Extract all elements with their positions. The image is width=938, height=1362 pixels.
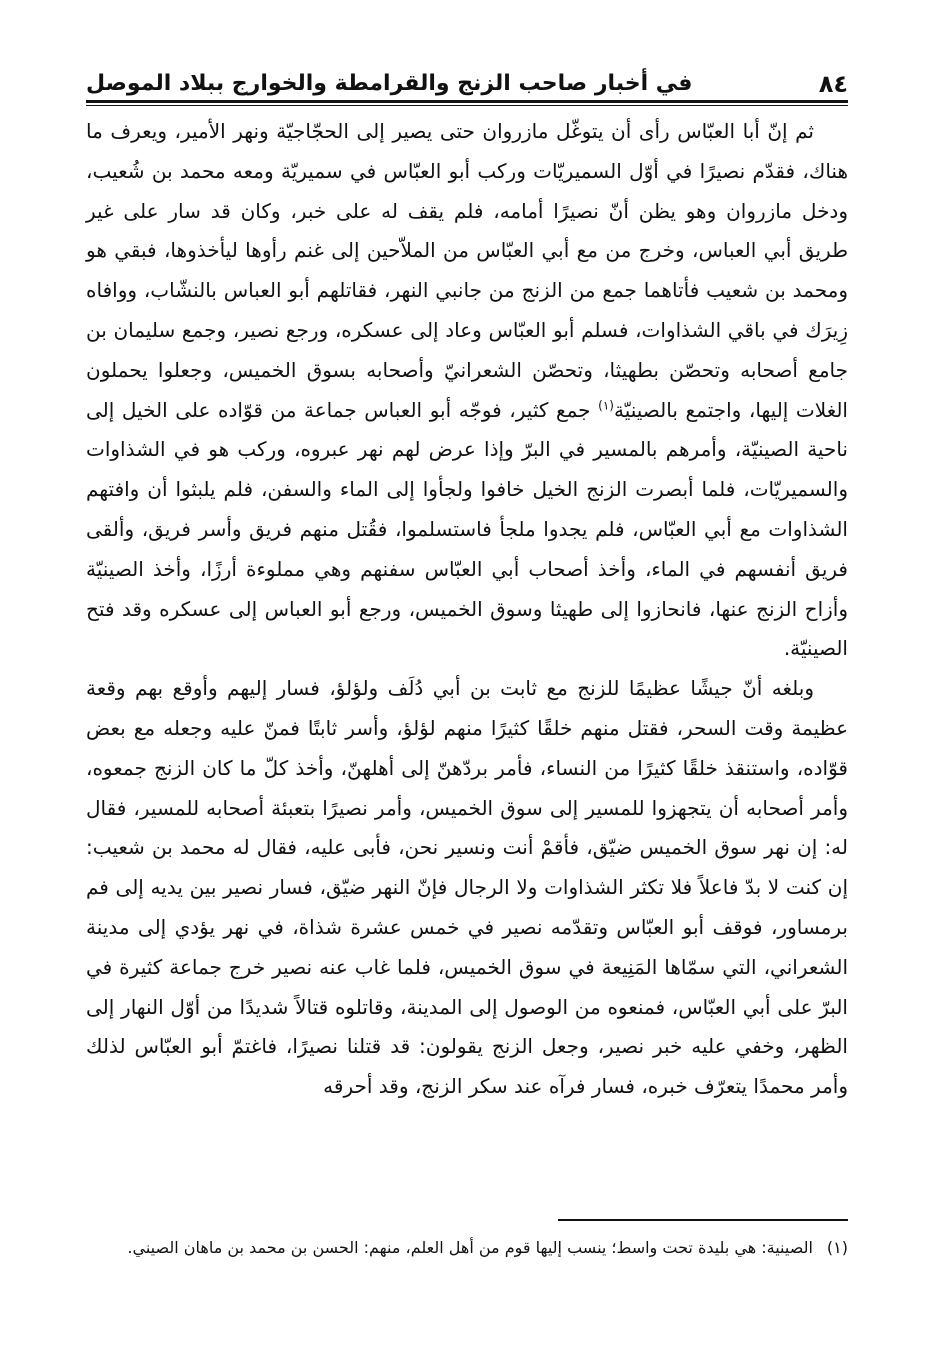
footnote	[86, 1232, 848, 1264]
paragraph-1-text-b: جمع كثير، فوجّه أبو العباس جماعة من قوّاده على الخيل إلى ناحية الصينيّة، وأمرهم بالمسير في البرّ وإذا عرض لهم نهر عبروه، وركب هو في الشذاوات والسميريّات، فلما أبصرت الزنج الخيل خافوا ولجأوا إلى الماء والسفن، فلم يلبثوا أن وافتهم الشذاوات مع أبي العبّاس، فلم يجدوا ملجأ فاستسلموا، فقُتل منهم فريق وأسر فريق، وألقى فريق أنفسهم في الماء، وأخذ أصحاب أبي العبّاس سفنهم وهي مملوءة أرزًا، وأخذ الصينيّة وأزاح الزنج عنها، فانحازوا إلى طهيثا وسوق الخميس، ورجع أبو العباس إلى عسكره وقد فتح الصينيّة.	[86, 397, 848, 661]
running-header	[86, 58, 848, 98]
paragraph-2: وبلغه أنّ جيشًا عظيمًا للزنج مع ثابت بن أبي دُلَف ولؤلؤ، فسار إليهم وأوقع بهم وقعة عظيمة وقت السحر، فقتل منهم خلقًا كثيرًا منهم لؤلؤ، وأسر ثابتًا فمنّ عليه وجعله مع بعض قوّاده، واستنقذ خلقًا كثيرًا من النساء، فأمر بردّهنّ إلى أهلهنّ، وأخذ كلّ ما كان الزنج جمعوه، وأمر أصحابه أن يتجهزوا للمسير إلى سوق الخميس، وأمر نصيرًا بتعبئة أصحابه للمسير، فقال له: إن نهر سوق الخميس ضيّق، فأقمْ أنت ونسير نحن، فأبى عليه، فقال له محمد بن شعيب: إن كنت لا بدّ فاعلاً فلا تكثر الشذاوات ولا الرجال فإنّ النهر ضيّق، فسار نصير بين يديه إلى فم برمساور، فوقف أبو العبّاس وتقدّمه نصير في خمس عشرة شذاة، في نهر يؤدي إلى مدينة الشعراني، التي سمّاها المَنِيعة في سوق الخميس، فلما غاب عنه نصير خرج جماعة كثيرة في البرّ على أبي العبّاس، فمنعوه من الوصول إلى المدينة، وقاتلوه قتالاً شديدًا من أوّل النهار إلى الظهر، وخفي عليه خبر نصير، وجعل الزنج يقولون: قد قتلنا نصيرًا، فاغتمّ أبو العبّاس لذلك وأمر محمدًا يتعرّف خبره، فسار فرآه عند سكر الزنج، وقد أحرقه	[86, 676, 848, 1099]
paragraph-1	[86, 112, 848, 669]
footnote-marker: (١)	[826, 1238, 848, 1257]
footnote-separator	[558, 1219, 848, 1221]
main-text	[86, 112, 848, 1107]
footnote-reference[interactable]: (١)	[598, 397, 614, 412]
header-rule	[86, 100, 848, 106]
page-number: ٨٤	[818, 70, 848, 98]
running-title: في أخبار صاحب الزنج والقرامطة والخوارج ببلاد الموصل	[86, 71, 693, 96]
paragraph-1-text-a: ثم إنّ أبا العبّاس رأى أن يتوغّل مازروان حتى يصير إلى الحجّاجيّة ونهر الأمير، ويعرف ما هناك، فقدّم نصيرًا في أوّل السميريّات وركب أبو العبّاس في سميريّة ومعه محمد بن شُعيب، ودخل مازروان وهو يظن أنّ نصيرًا أمامه، فلم يقف له على خبر، وكان قد سار على غير طريق أبي العباس، وخرج من مع أبي العبّاس من الملاّحين إلى غنم رأوها ليأخذوها، فبقي هو ومحمد بن شعيب فأتاهما جمع من الزنج من جانبي النهر، فقاتلهم أبو العباس بالنشّاب، ووافاه زِيرَك في باقي الشذاوات، فسلم أبو العبّاس وعاد إلى عسكره، ورجع نصير، وجمع سليمان بن جامع أصحابه وتحصّن بطهيثا، وتحصّن الشعرانيّ وأصحابه بسوق الخميس، وجعلوا يحملون الغلات إليها، واجتمع بالصينيّة	[86, 119, 848, 422]
footnote-text: الصينية: هي بليدة تحت واسط؛ ينسب إليها قوم من أهل العلم، منهم: الحسن بن محمد بن ماهان الصيني.	[127, 1238, 813, 1257]
